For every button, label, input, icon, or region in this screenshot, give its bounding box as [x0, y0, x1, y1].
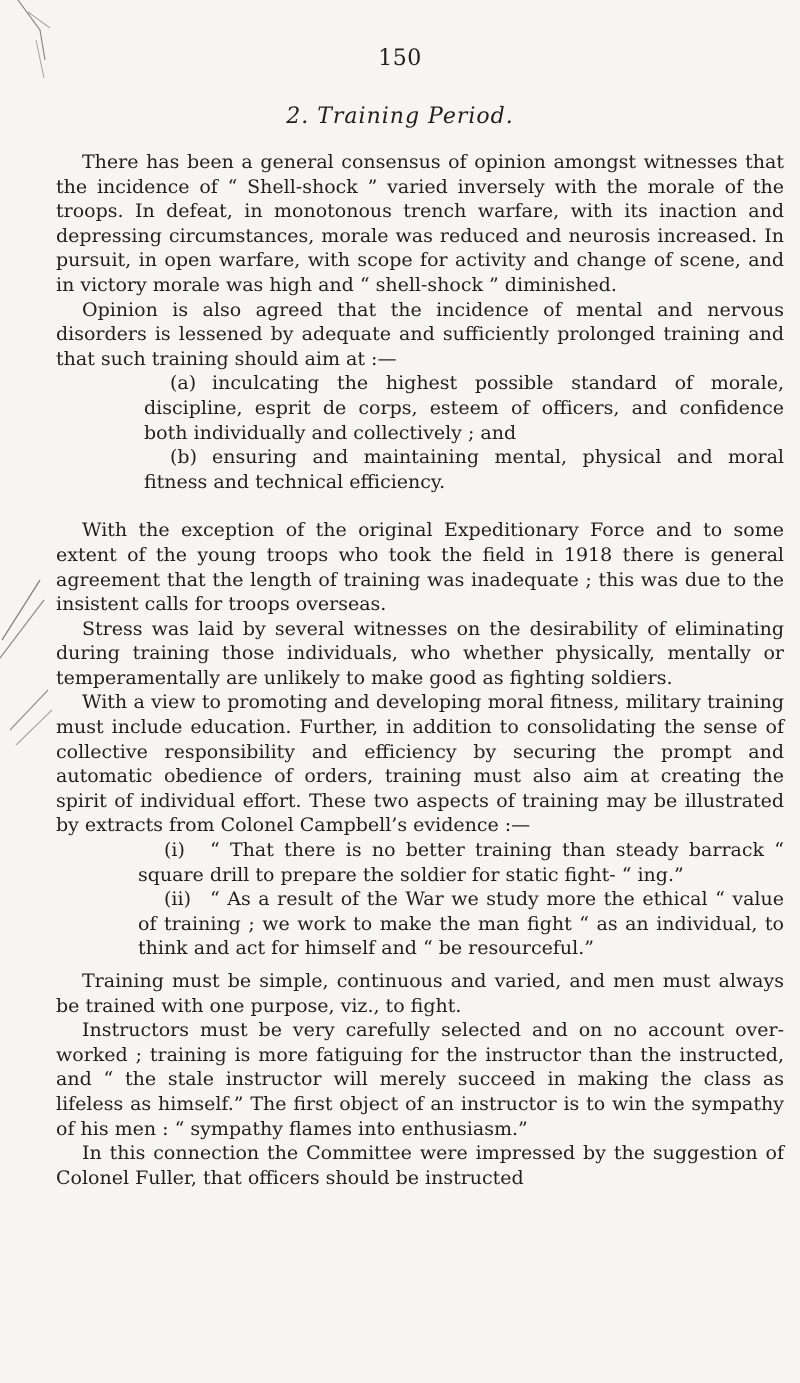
quote-marker: (i) — [164, 839, 185, 862]
quote-item-i — [56, 838, 784, 887]
paragraph: In this connection the Committee were impressed by the suggestion of Colonel Fuller, that officers should be instructed — [56, 1142, 784, 1189]
list-marker: (a) — [170, 372, 197, 395]
paragraph: Instructors must be very carefully selected and on no account over-worked ; training is more fatiguing for the instructor than the instructed, and “ the stale instructor will merely succeed in making the class as lifeless as himself.” The first object of an instructor is to win the sympathy of his men : “ sympathy flames into enthusiasm.” — [56, 1019, 784, 1140]
list-text: ensuring and maintaining mental, physical and moral fitness and technical efficiency. — [144, 446, 784, 493]
paragraph: Training must be simple, continuous and varied, and men must always be trained with one purpose, viz., to fight. — [56, 970, 784, 1017]
quote-item-ii — [56, 887, 784, 961]
body-text — [56, 150, 784, 1190]
corner-pencil-mark — [0, 0, 60, 90]
list-marker: (b) — [170, 446, 197, 469]
quote-marker: (ii) — [164, 888, 191, 911]
list-item-a — [56, 371, 784, 445]
page-number: 150 — [378, 46, 422, 71]
paragraph: Opinion is also agreed that the incidence of mental and nervous disorders is lessened by adequate and sufficiently prolonged training and that such training should aim at :— — [56, 298, 784, 370]
quote-text: “ As a result of the War we study more the ethical “ value of training ; we work to make the man fight “ as an individual, to think and act for himself and “ be resourceful.” — [138, 888, 784, 960]
paragraph: With the exception of the original Expeditionary Force and to some extent of the young troops who took the field in 1918 there is general agreement that the length of training was inadequate ; this was due to the insistent calls for troops overseas. — [56, 519, 784, 616]
paragraph: Stress was laid by several witnesses on the desirability of eliminating during training those individuals, who whether physically, mentally or temperamentally are unlikely to make good as fighting soldiers. — [56, 617, 784, 689]
margin-pencil-mark — [0, 580, 60, 750]
list-text: inculcating the highest possible standard of morale, discipline, esprit de corps, esteem of officers, and confidence both individually and collectively ; and — [144, 372, 784, 444]
quote-text: “ That there is no better training than steady barrack “ square drill to prepare the soldier for static fight- “ ing.” — [138, 839, 784, 886]
list-item-b — [56, 445, 784, 494]
paragraph: There has been a general consensus of opinion amongst witnesses that the incidence of “ Shell-shock ” varied inversely with the morale of the troops. In defeat, in monotonous trench warfare, with its inaction and depressing circumstances, morale was reduced and neurosis increased. In pursuit, in open warfare, with scope for activity and change of scene, and in victory morale was high and “ shell-shock ” diminished. — [56, 151, 784, 296]
section-title: 2. Training Period. — [286, 104, 514, 129]
paragraph: With a view to promoting and developing moral fitness, military training must include education. Further, in addition to consolidating the sense of collective responsibility and efficiency by securing the prompt and automatic obedience of orders, training must also aim at creating the spirit of individual effort. These two aspects of training may be illustrated by extracts from Colonel Campbell’s evidence :— — [56, 691, 784, 837]
